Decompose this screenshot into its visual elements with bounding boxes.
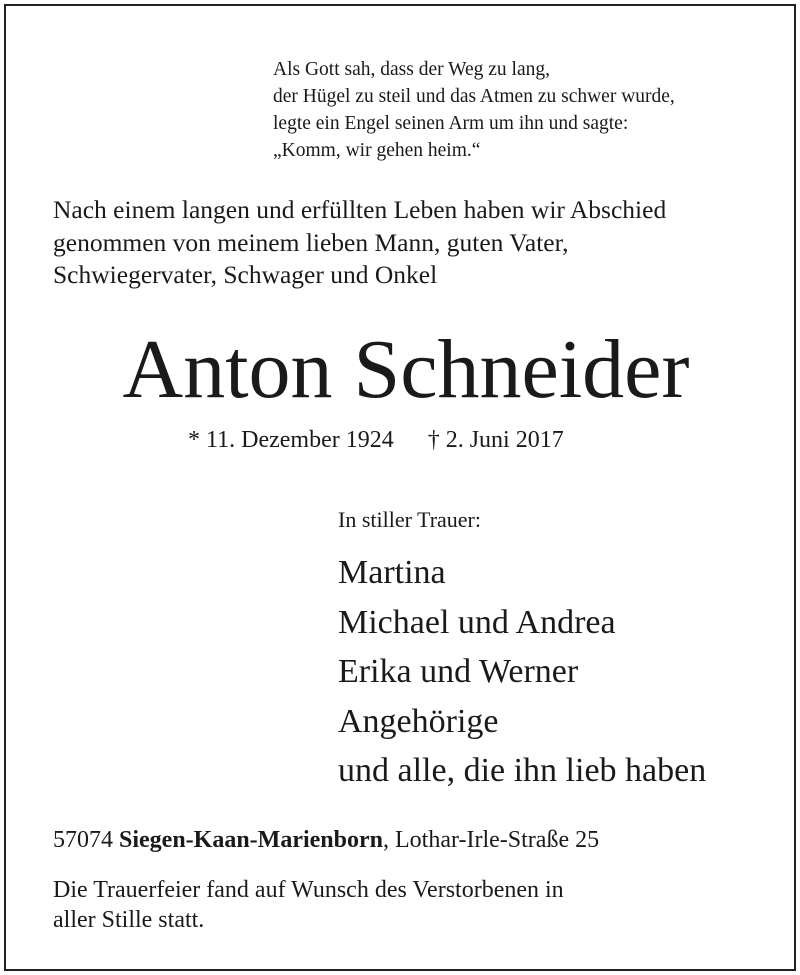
poem-line: Als Gott sah, dass der Weg zu lang, <box>273 59 550 80</box>
intro-line: genommen von meinem lieben Mann, guten Vater, <box>53 227 569 257</box>
intro-line: Nach einem langen und erfüllten Leben haben wir Abschied <box>53 195 667 224</box>
poem <box>273 56 675 164</box>
notice-line: aller Stille statt. <box>53 907 205 933</box>
intro-line: Schwiegervater, Schwager und Onkel <box>53 260 438 289</box>
mourner-name: Martina <box>338 554 446 591</box>
mourning-label: In stiller Trauer: <box>338 507 481 532</box>
address-street: , Lothar-Irle-Straße 25 <box>383 827 600 853</box>
birth-date: * 11. Dezember 1924 <box>188 427 394 453</box>
address-city: Siegen-Kaan-Marienborn <box>119 827 383 853</box>
death-date: † 2. Juni 2017 <box>427 427 564 453</box>
mourner-name: und alle, die ihn lieb haben <box>338 752 707 789</box>
intro-text <box>53 194 666 292</box>
address <box>53 825 599 855</box>
poem-line: legte ein Engel seinen Arm um ihn und sagte: <box>273 113 629 134</box>
notice-frame <box>4 4 796 971</box>
ceremony-notice <box>53 875 564 935</box>
mourners-list <box>338 548 706 796</box>
poem-line: der Hügel zu steil und das Atmen zu schwer wurde, <box>273 86 675 107</box>
notice-line: Die Trauerfeier fand auf Wunsch des Verstorbenen in <box>53 877 564 903</box>
deceased-name: Anton Schneider <box>122 323 690 416</box>
poem-line: „Komm, wir gehen heim.“ <box>273 140 481 161</box>
address-postcode: 57074 <box>53 827 113 853</box>
life-dates <box>188 425 564 455</box>
mourner-name: Michael und Andrea <box>338 603 616 641</box>
mourner-name: Angehörige <box>338 702 499 740</box>
mourner-name: Erika und Werner <box>338 653 579 690</box>
